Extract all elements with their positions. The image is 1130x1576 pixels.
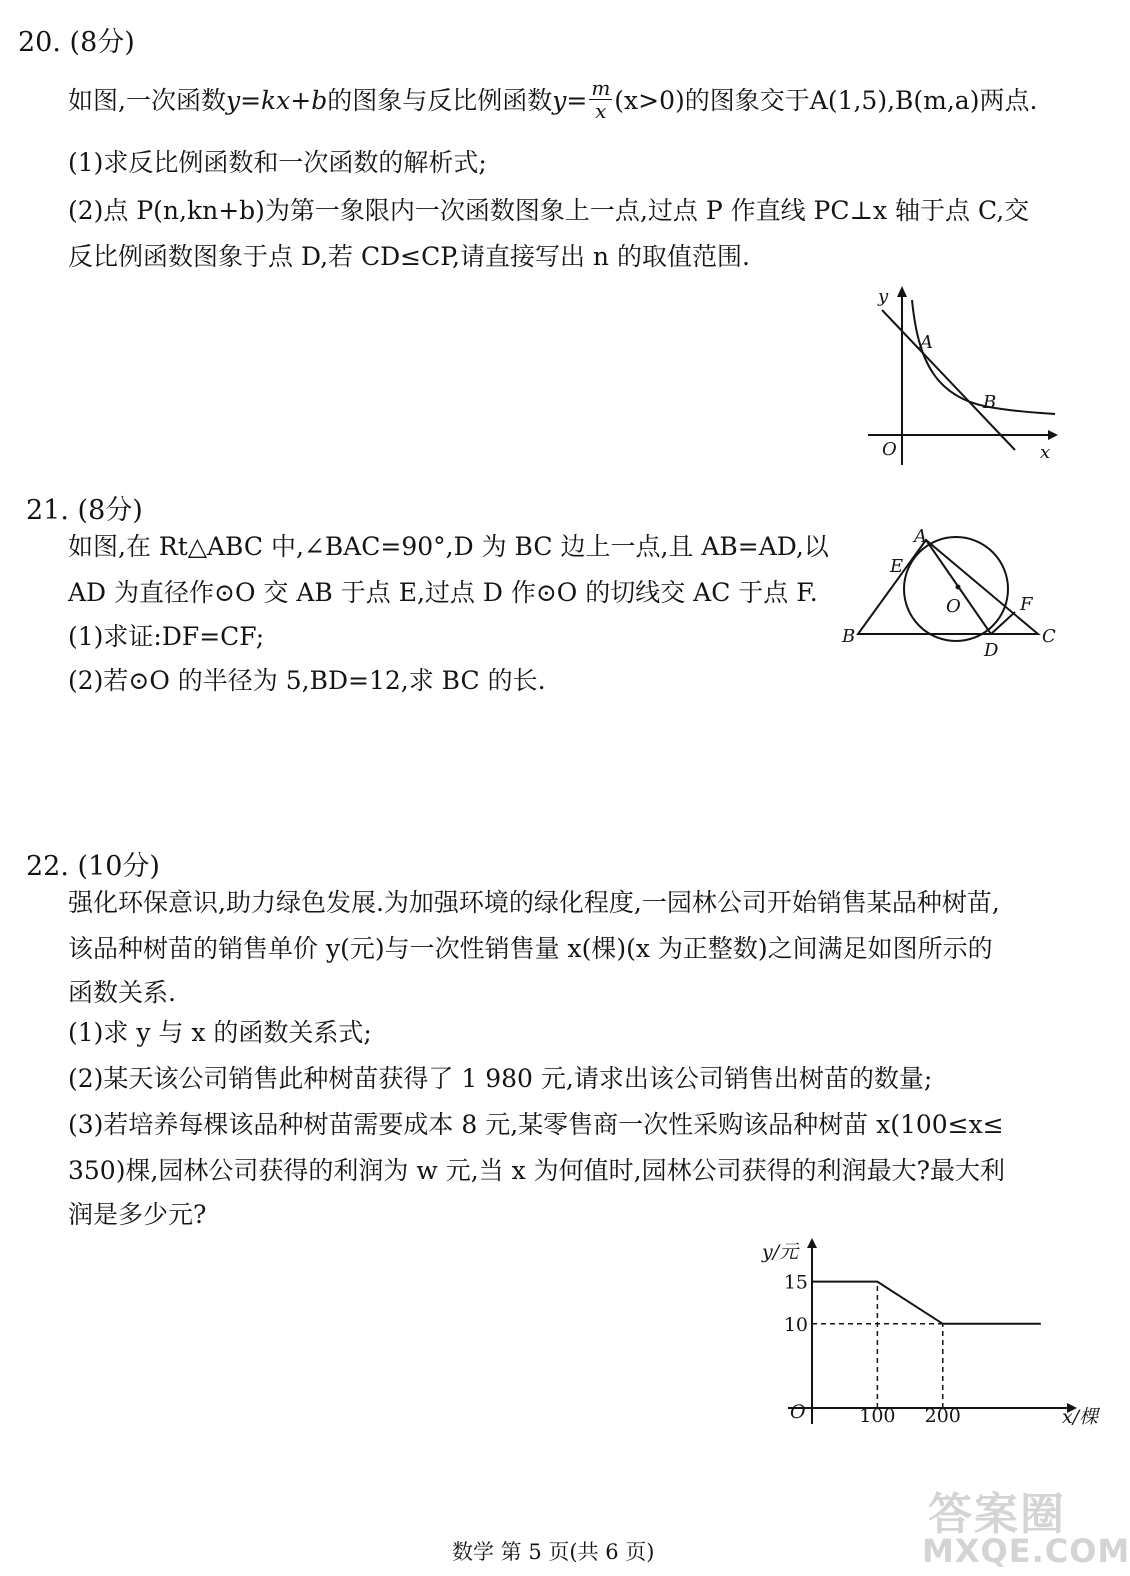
q20-figure [860, 280, 1070, 470]
q21-label-b: B [842, 626, 856, 647]
q22-line3: 函数关系. [68, 978, 176, 1007]
q22-points: (10分) [77, 851, 160, 882]
q20-stem-eq1: y=kx+b [225, 86, 328, 115]
q21-label-f: F [1020, 594, 1033, 615]
q20-label-b: B [983, 392, 997, 413]
chart-series-line-0 [812, 1282, 1041, 1324]
q20-label-a: A [920, 332, 933, 353]
q22-line1: 强化环保意识,助力绿色发展.为加强环境的绿化程度,一园林公司开始销售某品种树苗, [68, 888, 1000, 917]
chart-origin-label: O [790, 1401, 806, 1423]
q22-part3-line2: 350)棵,园林公司获得的利润为 w 元,当 x 为何值时,园林公司获得的利润最大?最大利 [68, 1156, 1006, 1185]
q20-label-o: O [882, 439, 897, 460]
q21-part1: (1)求证:DF=CF; [68, 622, 265, 651]
q20-label-x: x [1040, 442, 1051, 463]
watermark-logo-bottom: MXQE.COM [922, 1532, 1130, 1570]
chart-x-tick-100: 100 [859, 1405, 896, 1427]
q20-part2-line2: 反比例函数图象于点 D,若 CD≤CP,请直接写出 n 的取值范围. [68, 242, 750, 271]
q20-part1: (1)求反比例函数和一次函数的解析式; [68, 148, 487, 177]
q22-part2: (2)某天该公司销售此种树苗获得了 1 980 元,请求出该公司销售出树苗的数量; [68, 1064, 933, 1093]
q20-fraction [589, 77, 612, 122]
q21-center-dot [956, 585, 961, 590]
q21-number: 21. [26, 495, 69, 526]
q20-frac-num: m [591, 76, 611, 100]
chart-y-tick-10: 10 [783, 1313, 808, 1336]
q21-triangle-abc [858, 540, 1038, 634]
q21-part2: (2)若⊙O 的半径为 5,BD=12,求 BC 的长. [68, 666, 546, 695]
chart-y-tick-15: 15 [783, 1271, 808, 1294]
q21-label-o: O [946, 596, 961, 617]
chart-y-label: y/元 [762, 1241, 799, 1263]
chart-axes-group [761, 1238, 1101, 1428]
q22-number-row [26, 844, 160, 883]
q22-number: 22. [26, 851, 69, 882]
q20-y-arrow [897, 286, 907, 297]
page-footer: 数学 第 5 页(共 6 页) [452, 1540, 655, 1564]
q20-number-row [18, 20, 135, 59]
chart-x-tick-200: 200 [924, 1405, 961, 1427]
q20-points: (8分) [69, 27, 135, 58]
q20-frac-den: x [595, 99, 607, 123]
q21-label-e: E [890, 556, 904, 577]
q20-stem [68, 76, 1038, 125]
q20-number: 20. [18, 27, 61, 58]
q20-stem-c: (x>0)的图象交于 [614, 86, 810, 115]
chart-x-label: x/棵 [1062, 1406, 1099, 1428]
q22-price-chart [752, 1236, 1099, 1436]
q20-label-y: y [878, 286, 889, 307]
q21-line1: 如图,在 Rt△ABC 中,∠BAC=90°,D 为 BC 边上一点,且 AB=AD,以 [68, 532, 829, 561]
q20-stem-b: 的图象与反比例函数 [327, 86, 553, 115]
q21-label-d: D [984, 640, 999, 661]
q22-line2: 该品种树苗的销售单价 y(元)与一次性销售量 x(棵)(x 为正整数)之间满足如图所示的 [68, 934, 993, 963]
q20-part2-line1: (2)点 P(n,kn+b)为第一象限内一次函数图象上一点,过点 P 作直线 PC⊥x 轴于点 C,交 [68, 196, 1030, 225]
q22-part3-line3: 润是多少元? [68, 1200, 207, 1229]
q21-figure [838, 528, 1070, 668]
q20-x-arrow [1048, 430, 1058, 440]
q21-circle-o [904, 537, 1008, 641]
watermark-logo-top: 答案圈 [928, 1489, 1066, 1540]
q20-stem-a: 如图,一次函数 [68, 86, 226, 115]
q22-part1: (1)求 y 与 x 的函数关系式; [68, 1018, 372, 1047]
q22-part3-line1: (3)若培养每棵该品种树苗需要成本 8 元,某零售商一次性采购该品种树苗 x(100≤x≤ [68, 1110, 1004, 1139]
chart-y-arrow [807, 1238, 817, 1248]
q21-label-c: C [1042, 626, 1056, 647]
q21-number-row [26, 488, 143, 527]
q20-stem-d: A(1,5),B(m,a)两点. [809, 86, 1038, 115]
q21-points: (8分) [77, 495, 143, 526]
q20-stem-y: y= [552, 86, 588, 115]
q21-label-a: A [914, 526, 927, 547]
q21-line2: AD 为直径作⊙O 交 AB 于点 E,过点 D 作⊙O 的切线交 AC 于点 F. [68, 578, 818, 607]
